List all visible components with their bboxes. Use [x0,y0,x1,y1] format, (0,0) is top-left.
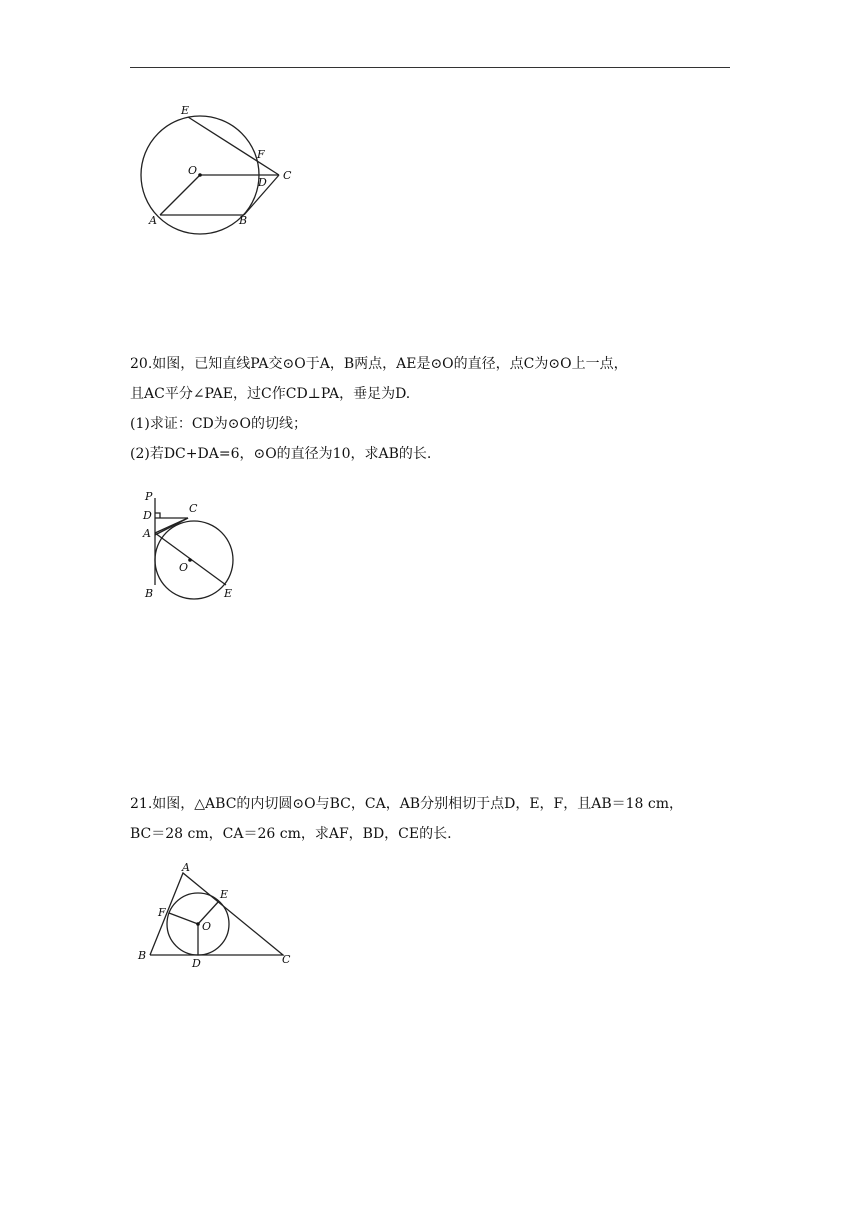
radius-of [169,913,198,924]
segment-oa [160,175,200,215]
header-rule [130,67,730,68]
label-d: D [192,957,201,970]
label-f: F [257,148,265,161]
circle-o [155,521,233,599]
label-a: A [182,861,190,874]
figure-q19 [130,100,310,240]
question-20-line-3: (1)求证：CD为⊙O的切线； [130,416,307,432]
label-b: B [239,214,248,227]
label-b: B [138,949,147,962]
label-d: D [258,176,267,189]
label-b: B [145,587,154,600]
label-o: O [202,920,212,933]
question-21 [130,789,740,849]
label-c: C [282,953,291,966]
label-d: D [143,509,152,522]
question-20-line-1: 20.如图，已知直线PA交⊙O于A，B两点，AE是⊙O的直径，点C为⊙O上一点， [130,356,628,372]
question-21-line-2: BC＝28 cm，CA＝26 cm，求AF，BD，CE的长. [130,826,452,842]
right-angle-mark [155,513,160,518]
center-point [198,173,202,177]
center-point [196,922,200,926]
figure-q21 [130,858,300,970]
segment-ac-2 [155,518,188,535]
label-e: E [224,587,233,600]
label-o: O [188,164,198,177]
label-c: C [283,169,292,182]
label-o: O [179,561,189,574]
question-20-line-4: (2)若DC+DA=6，⊙O的直径为10，求AB的长. [130,446,432,462]
question-20-line-2: 且AC平分∠PAE，过C作CD⊥PA，垂足为D. [130,386,411,402]
label-a: A [143,527,151,540]
label-a: A [149,214,157,227]
label-c: C [189,502,198,515]
label-e: E [220,888,229,901]
figure-q20 [130,486,260,610]
label-f: F [158,906,166,919]
center-point [188,558,192,562]
question-21-line-1: 21.如图，△ABC的内切圆⊙O与BC，CA，AB分别相切于点D，E，F，且AB＝18 cm， [130,796,684,812]
question-20 [130,349,740,469]
label-p: P [145,490,153,503]
label-e: E [181,104,190,117]
